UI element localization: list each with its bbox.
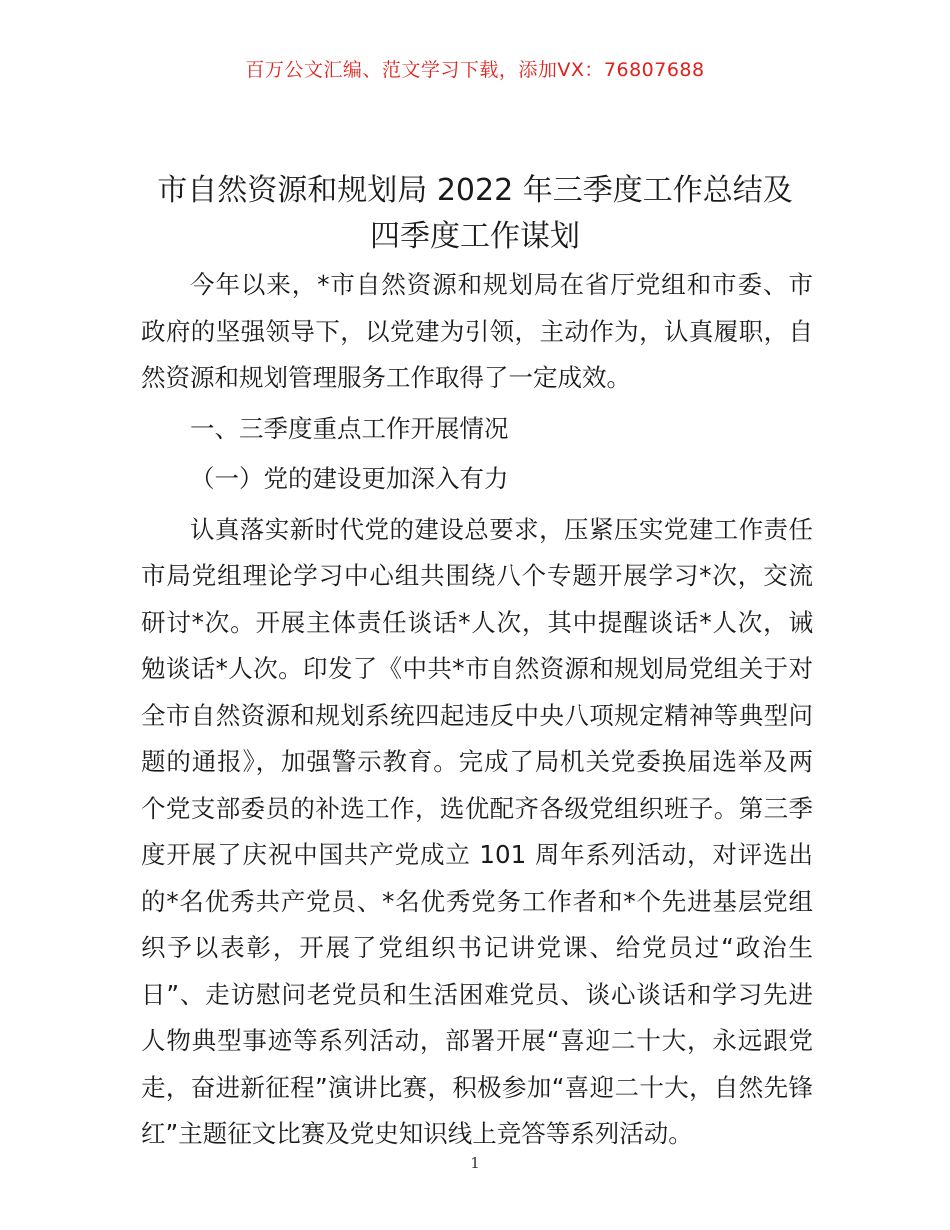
- document-title: [100, 168, 850, 260]
- intro-paragraph: 今年以来，*市自然资源和规划局在省厅党组和市委、市政府的坚强领导下，以党建为引领，主动作为，认真履职，自然资源和规划管理服务工作取得了一定成效。: [141, 270, 813, 392]
- title-line-2: 四季度工作谋划: [370, 219, 580, 254]
- document-body: [141, 262, 813, 1158]
- page-number: 1: [470, 1154, 480, 1172]
- title-line-1: 市自然资源和规划局 2022 年三季度工作总结及: [157, 173, 793, 208]
- watermark-header: 百万公文汇编、范文学习下载，添加VX：76807688: [245, 59, 705, 81]
- subsection-paragraph: 认真落实新时代党的建设总要求，压紧压实党建工作责任市局党组理论学习中心组共围绕八个专题开展学习*次，交流研讨*次。开展主体责任谈话*人次，其中提醒谈话*人次，诫勉谈话*人次。印发了《中共*市自然资源和规划局党组关于对全市自然资源和规划系统四起违反中央八项规定精神等典型问题的通报》，加强警示教育。完成了局机关党委换届选举及两个党支部委员的补选工作，选优配齐各级党组织班子。第三季度开展了庆祝中国共产党成立 101 周年系列活动，对评选出的*名优秀共产党员、*名优秀党务工作者和*个先进基层党组织予以表彰，开展了党组织书记讲党课、给党员过“政治生日”、走访慰问老党员和生活困难党员、谈心谈话和学习先进人物典型事迹等系列活动，部署开展“喜迎二十大，永远跟党走，奋进新征程”演讲比赛，积极参加“喜迎二十大，自然先锋红”主题征文比赛及党史知识线上竞答等系列活动。: [141, 514, 813, 1148]
- section-heading: 一、三季度重点工作开展情况: [190, 413, 509, 443]
- subsection-heading: （一）党的建设更加深入有力: [190, 464, 509, 493]
